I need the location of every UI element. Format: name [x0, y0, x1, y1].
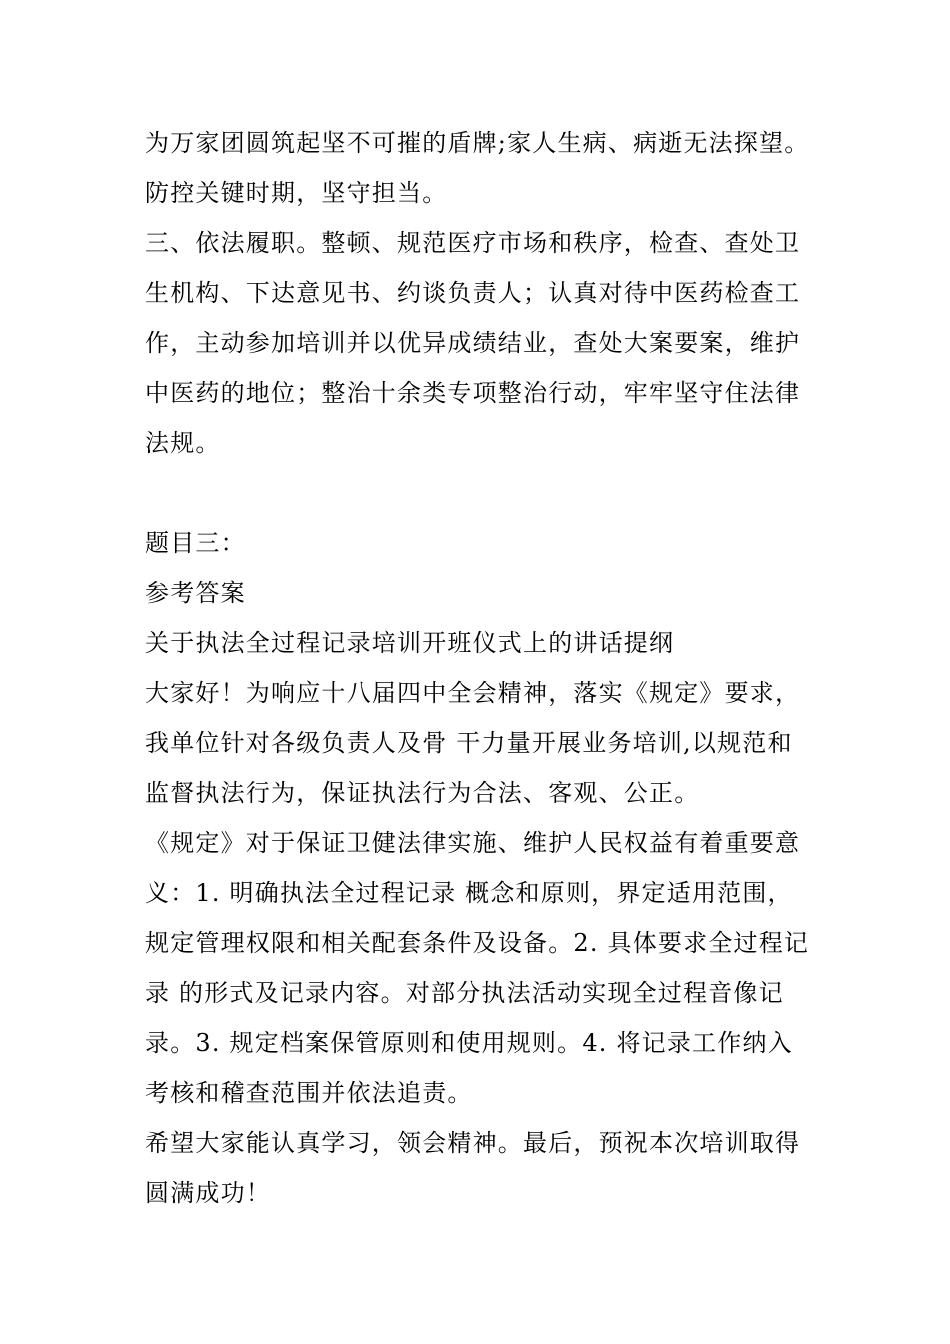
reference-answer-label: 参考答案	[145, 579, 246, 607]
paragraph-regulation-significance: 《规定》对于保证卫健法律实施、维护人民权益有着重要意义：1. 明确执法全过程记录 概念和原则，界定适用范围，规定管理权限和相关配套条件及设备。2. 具体要求全过程记录 的形式及记录内容。对部分执法活动实现全过程音像记录。3. 规定档案保管原则和使用规则。4. 将记录工作纳入考核和稽查范围并依法追责。	[145, 829, 810, 1107]
paragraph-spacer	[145, 468, 810, 518]
question-three-heading: 题目三：	[145, 529, 246, 557]
paragraph-closing: 希望大家能认真学习，领会精神。最后，预祝本次培训取得圆满成功！	[145, 1129, 801, 1207]
speech-outline-title: 关于执法全过程记录培训开班仪式上的讲话提纲	[145, 629, 675, 657]
paragraph-greeting: 大家好！为响应十八届四中全会精神，落实《规定》要求，我单位针对各级负责人及骨 干力量开展业务培训,以规范和监督执法行为，保证执法行为合法、客观、公正。	[145, 679, 801, 807]
paragraph-section-three-law-duty: 三、依法履职。整顿、规范医疗市场和秩序，检查、查处卫生机构、下达意见书、约谈负责人；认真对待中医药检查工作，主动参加培训并以优异成绩结业，查处大案要案，维护中医药的地位；整治十余类专项整治行动，牢牢坚守住法律法规。	[145, 229, 801, 457]
paragraph-shield-family: 为万家团圆筑起坚不可摧的盾牌;家人生病、病逝无法探望。防控关键时期，坚守担当。	[145, 129, 810, 207]
document-body	[145, 118, 810, 1218]
